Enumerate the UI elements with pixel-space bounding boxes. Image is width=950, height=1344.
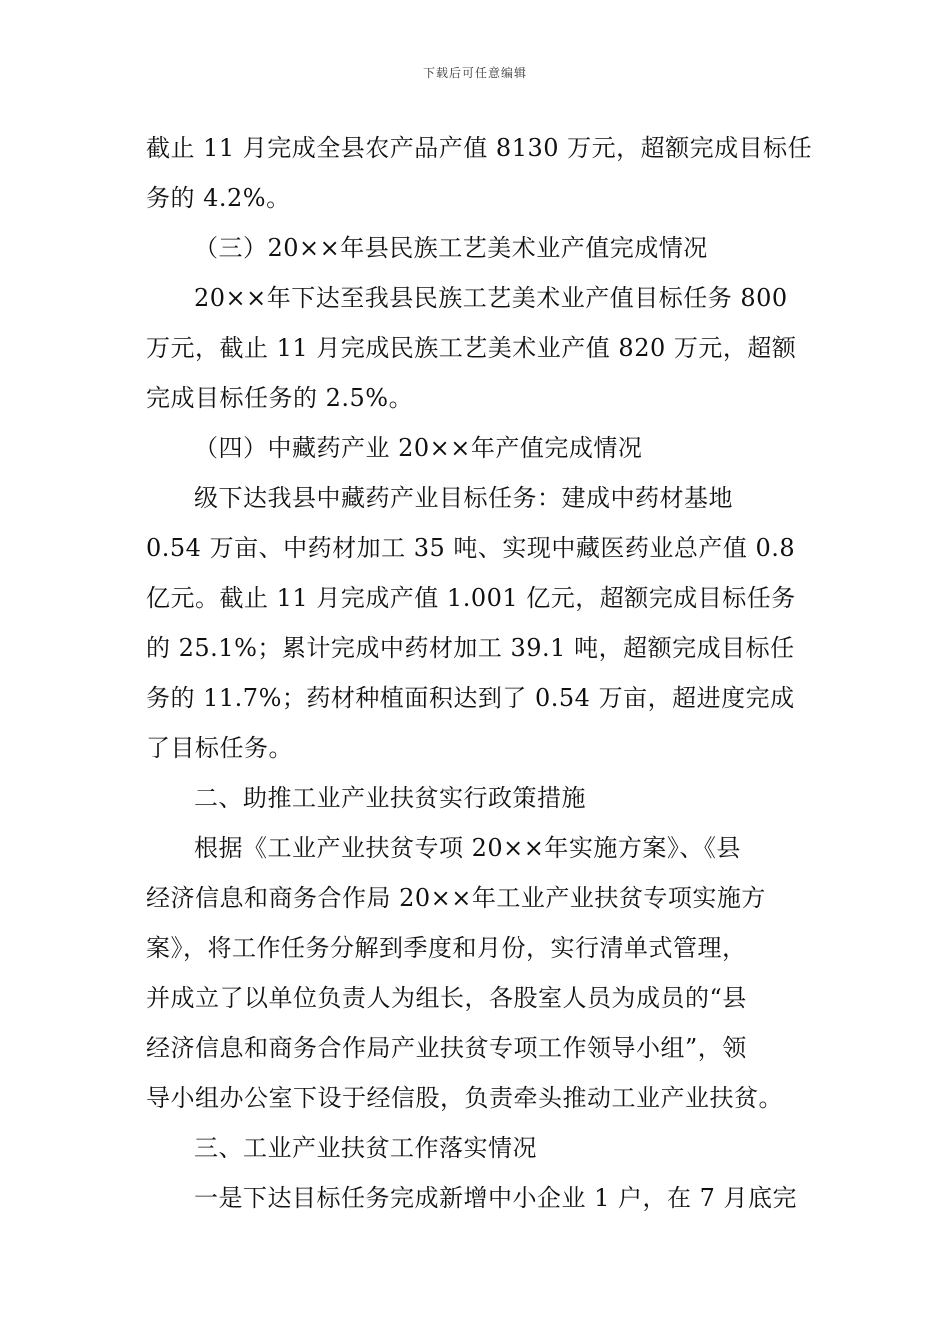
section-heading-3: （三）20××年县民族工艺美术业产值完成情况 bbox=[194, 234, 708, 262]
body-line-17: 案》，将工作任务分解到季度和月份，实行清单式管理， bbox=[146, 934, 747, 962]
body-line-10: 亿元。截止 11 月完成产值 1.001 亿元，超额完成目标任务 bbox=[146, 584, 796, 612]
body-line-6: 完成目标任务的 2.5%。 bbox=[146, 384, 414, 412]
body-line-22: 一是下达目标任务完成新增中小企业 1 户，在 7 月底完 bbox=[194, 1184, 798, 1212]
body-line-15: 根据《工业产业扶贫专项 20××年实施方案》、《县 bbox=[194, 834, 741, 862]
body-line-20: 导小组办公室下设于经信股，负责牵头推动工业产业扶贫。 bbox=[146, 1084, 783, 1112]
section-heading-3b: 三、工业产业扶贫工作落实情况 bbox=[194, 1134, 537, 1162]
body-line-16: 经济信息和商务合作局 20××年工业产业扶贫专项实施方 bbox=[146, 884, 766, 912]
page-header: 下载后可任意编辑 bbox=[422, 66, 527, 80]
body-line-2: 务的 4.2%。 bbox=[146, 184, 291, 212]
body-line-12: 务的 11.7%；药材种植面积达到了 0.54 万亩，超进度完成 bbox=[146, 684, 795, 712]
body-line-19: 经济信息和商务合作局产业扶贫专项工作领导小组”，领 bbox=[146, 1034, 747, 1062]
section-heading-4: （四）中藏药产业 20××年产值完成情况 bbox=[194, 434, 643, 462]
section-heading-2: 二、助推工业产业扶贫实行政策措施 bbox=[194, 784, 586, 812]
body-line-9: 0.54 万亩、中药材加工 35 吨、实现中藏医药业总产值 0.8 bbox=[146, 534, 796, 562]
body-line-5: 万元，截止 11 月完成民族工艺美术业产值 820 万元，超额 bbox=[146, 334, 797, 362]
body-line-1: 截止 11 月完成全县农产品产值 8130 万元，超额完成目标任 bbox=[146, 134, 813, 162]
body-line-11: 的 25.1%；累计完成中药材加工 39.1 吨，超额完成目标任 bbox=[146, 634, 795, 662]
body-line-4: 20××年下达至我县民族工艺美术业产值目标任务 800 bbox=[194, 284, 788, 312]
body-line-8: 级下达我县中藏药产业目标任务：建成中药材基地 bbox=[194, 484, 733, 512]
body-line-13: 了目标任务。 bbox=[146, 734, 293, 762]
body-line-18: 并成立了以单位负责人为组长，各股室人员为成员的“县 bbox=[146, 984, 747, 1012]
